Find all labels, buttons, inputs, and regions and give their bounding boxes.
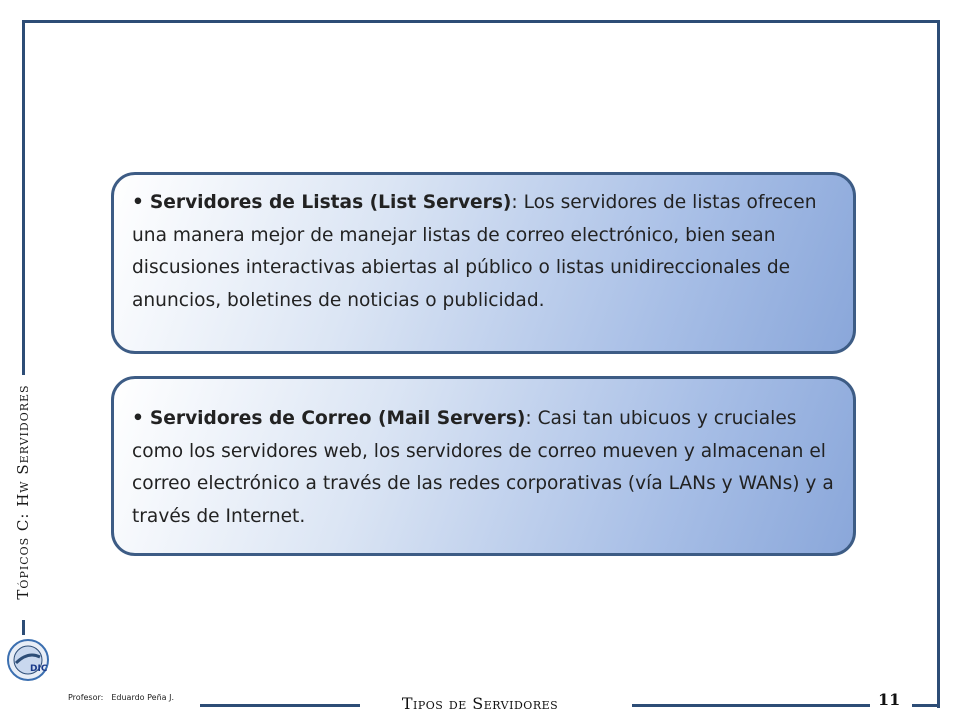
frame-bottom-line-right <box>912 704 940 707</box>
mail-servers-card <box>111 376 856 556</box>
frame-top-line <box>22 20 940 23</box>
card-text: : Casi tan ubicuos y cruciales como los servidores web, los servidores de correo mueven y almacenan el correo electrónico a través de las redes corporativas (vía LANs y WANs) y a través de Internet. <box>132 408 834 527</box>
professor-label: Profesor: <box>68 693 104 702</box>
bullet-marker: • <box>132 192 144 213</box>
frame-bottom-line-left <box>200 704 360 707</box>
university-seal-icon <box>4 633 54 687</box>
card-text: : Los servidores de listas ofrecen una manera mejor de manejar listas de correo electrónico, bien sean discusiones interactivas abiertas al público o listas unidireccionales de anuncios, boletines de noticias o publicidad. <box>132 192 817 311</box>
professor-credit <box>68 693 182 702</box>
vertical-section-title: Tópicos C: Hw Servidores <box>14 384 32 600</box>
professor-name: Eduardo Peña J. <box>111 693 174 702</box>
frame-right-line <box>937 20 940 708</box>
logo-text: DIC <box>30 664 48 674</box>
frame-bottom-line-mid <box>632 704 870 707</box>
page-number: 11 <box>878 690 901 709</box>
list-servers-card <box>111 172 856 354</box>
bullet-marker: • <box>132 408 144 429</box>
card-term: Servidores de Correo (Mail Servers) <box>149 408 526 429</box>
frame-left-line-upper <box>22 20 25 375</box>
card-term: Servidores de Listas (List Servers) <box>149 192 512 213</box>
footer-title: Tipos de Servidores <box>401 694 559 713</box>
